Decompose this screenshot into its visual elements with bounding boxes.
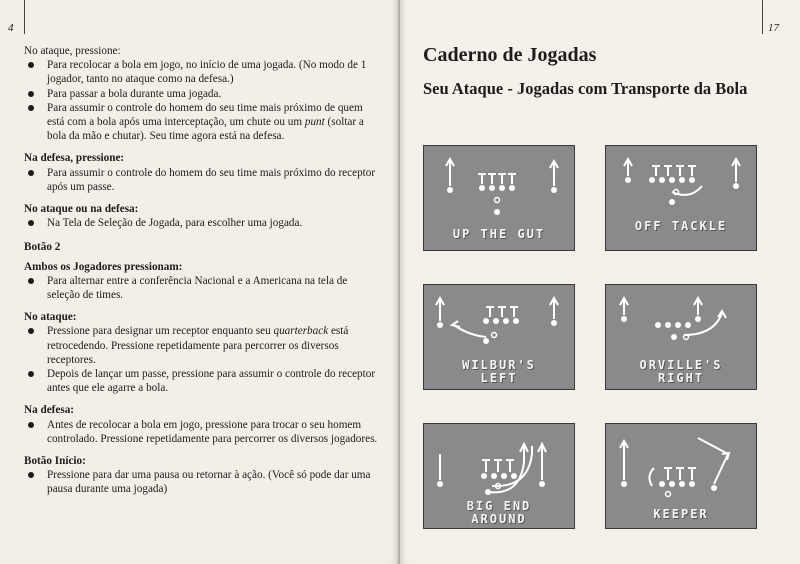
start-button-list bbox=[24, 468, 379, 496]
attack-list bbox=[24, 58, 379, 143]
playbook-title: Caderno de Jogadas bbox=[423, 44, 597, 66]
attack2-list bbox=[24, 324, 379, 395]
list-item: Depois de lançar um passe, pressione para assumir o controle do receptor antes que ele agarre a bola. bbox=[24, 367, 379, 395]
controls-text bbox=[24, 44, 379, 497]
item-text: Para assumir o controle do homem do seu time mais próximo de quem está com a bola após uma interceptação, um chute ou um bbox=[47, 101, 363, 129]
item-text: Pressione para designar um receptor enquanto seu bbox=[47, 325, 274, 338]
attack-or-defense-list bbox=[24, 216, 379, 230]
defense-list bbox=[24, 166, 379, 194]
play-diagram-big-end-around bbox=[423, 423, 575, 529]
play-diagram-up-the-gut bbox=[423, 145, 575, 251]
playbook-subtitle: Seu Ataque - Jogadas com Transporte da Bola bbox=[423, 79, 748, 98]
list-item bbox=[24, 324, 379, 367]
page-edge-mark bbox=[762, 0, 763, 34]
play-name-line2: AROUND bbox=[471, 512, 527, 526]
list-item: Pressione para dar uma pausa ou retornar à ação. (Você só pode dar uma pausa durante uma jogada) bbox=[24, 468, 379, 496]
quarterback-term: quarterback bbox=[273, 325, 329, 338]
play-name: UP THE GUT bbox=[452, 227, 546, 241]
play-name-line2: LEFT bbox=[480, 371, 518, 385]
attack-or-defense-header: No ataque ou na defesa: bbox=[24, 203, 139, 216]
play-name-line2: RIGHT bbox=[657, 371, 705, 385]
list-item: Na Tela de Seleção de Jogada, para escolher uma jogada. bbox=[24, 216, 379, 230]
defense2-list bbox=[24, 418, 379, 446]
attack-intro: No ataque, pressione: bbox=[24, 45, 121, 57]
list-item: Antes de recolocar a bola em jogo, pressione para trocar o seu homem controlado. Pressione repetidamente para percorrer os diversos jogadores. bbox=[24, 418, 379, 446]
page-number-right: 17 bbox=[768, 22, 779, 34]
list-item bbox=[24, 101, 379, 144]
left-page bbox=[0, 0, 398, 564]
start-button-header: Botão Início: bbox=[24, 455, 86, 468]
defense2-header: Na defesa: bbox=[24, 404, 75, 417]
play-name: KEEPER bbox=[653, 507, 709, 521]
attack2-header: No ataque: bbox=[24, 311, 77, 324]
list-item: Para passar a bola durante uma jogada. bbox=[24, 87, 379, 101]
defense-header: Na defesa, pressione: bbox=[24, 152, 125, 165]
play-diagram-wilburs-left bbox=[423, 284, 575, 390]
play-diagram-keeper bbox=[605, 423, 757, 529]
page-number-left: 4 bbox=[8, 22, 14, 34]
play-name-line1: ORVILLE'S bbox=[639, 358, 723, 372]
list-item: Para recolocar a bola em jogo, no início de uma jogada. (No modo de 1 jogador, tanto no ataque como na defesa.) bbox=[24, 58, 379, 86]
play-diagram-art bbox=[606, 146, 756, 250]
play-name-line1: WILBUR'S bbox=[462, 358, 536, 372]
punt-term: punt bbox=[304, 116, 325, 129]
play-diagram-off-tackle bbox=[605, 145, 757, 251]
play-name-line1: BIG END bbox=[466, 499, 532, 513]
list-item: Para alternar entre a conferência Nacional e a Americana na tela de seleção de times. bbox=[24, 274, 379, 302]
players-header: Ambos os Jogadores pressionam: bbox=[24, 260, 183, 273]
button2-header: Botão 2 bbox=[24, 241, 61, 254]
right-page bbox=[400, 0, 800, 564]
page-edge-mark bbox=[24, 0, 25, 34]
play-diagram-orvilles-right bbox=[605, 284, 757, 390]
item-text: (soltar a bola da mão e chutar). Seu time agora está na defesa. bbox=[47, 116, 364, 143]
play-name: OFF TACKLE bbox=[634, 219, 728, 233]
item-text: está retrocedendo. Pressione repetidamente para percorrer os diversos receptores. bbox=[47, 325, 349, 366]
list-item: Para assumir o controle do homem do seu time mais próximo do receptor após um passe. bbox=[24, 166, 379, 194]
players-list bbox=[24, 274, 379, 302]
